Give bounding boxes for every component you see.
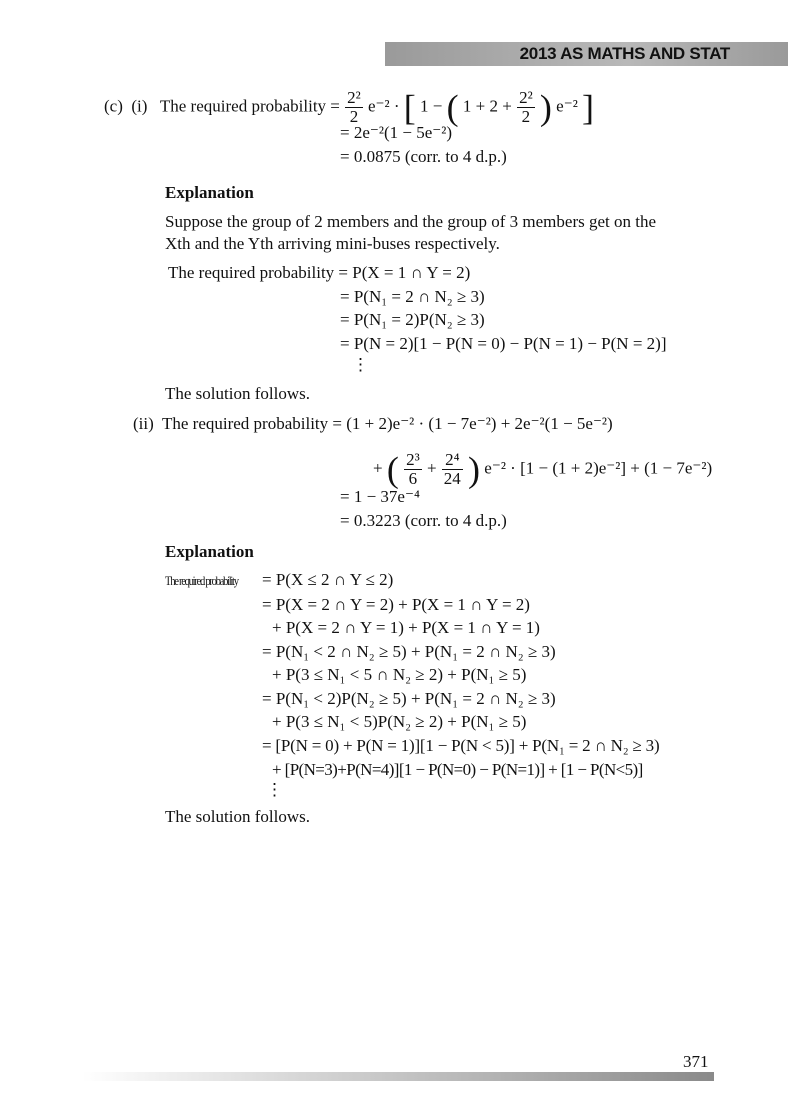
- part-c-ii-line4: = 0.3223 (corr. to 4 d.p.): [340, 511, 507, 530]
- explanation-ellipsis: ⋮: [352, 355, 369, 374]
- left-bracket: [: [403, 87, 416, 128]
- explanation-step: = P(N = 2)[1 − P(N = 0) − P(N = 1) − P(N = 2)]: [340, 334, 667, 353]
- label-i: (i): [131, 96, 148, 116]
- fraction: [442, 451, 463, 488]
- solution-follows: The solution follows.: [165, 384, 310, 403]
- math-term: e⁻²: [556, 96, 578, 116]
- explanation-step: = P(N₁ < 2 ∩ N₂ ≥ 5) + P(N₁ = 2 ∩ N₂ ≥ 3): [262, 642, 556, 661]
- plus: +: [426, 458, 437, 478]
- right-bracket: ]: [582, 87, 595, 128]
- label-c: (c): [104, 96, 123, 116]
- explanation-step: = P(X ≤ 2 ∩ Y ≤ 2): [262, 570, 394, 589]
- header-title: 2013 AS MATHS AND STAT: [519, 44, 730, 63]
- part-c-ii-line3: = 1 − 37e⁻⁴: [340, 487, 420, 506]
- header-bar: [385, 42, 788, 66]
- page-number: 371: [683, 1052, 709, 1071]
- explanation-heading: Explanation: [165, 183, 254, 202]
- right-paren: ): [539, 87, 552, 128]
- explanation-text: Xth and the Yth arriving mini-buses respectively.: [165, 234, 500, 253]
- footer-bar: [82, 1072, 714, 1081]
- label-ii: (ii): [133, 414, 154, 433]
- explanation-step: + P(3 ≤ N₁ < 5 ∩ N₂ ≥ 2) + P(N₁ ≥ 5): [272, 665, 527, 684]
- part-c-ii-line1: [133, 413, 613, 435]
- math-term: 1 −: [420, 96, 443, 116]
- explanation-step: = P(N₁ < 2)P(N₂ ≥ 5) + P(N₁ = 2 ∩ N₂ ≥ 3): [262, 689, 556, 708]
- denominator: 6: [408, 469, 418, 488]
- part-c-i-line3: = 0.0875 (corr. to 4 d.p.): [340, 147, 507, 166]
- numerator: 2⁴: [442, 451, 463, 470]
- part-c-ii-line2: [373, 451, 712, 488]
- solution-follows: The solution follows.: [165, 807, 310, 826]
- explanation-step: = [P(N = 0) + P(N = 1)][1 − P(N < 5)] + P(N₁ = 2 ∩ N₂ ≥ 3): [262, 736, 660, 755]
- explanation-lead: [165, 569, 261, 592]
- explanation-step: = P(N₁ = 2 ∩ N₂ ≥ 3): [340, 287, 485, 306]
- right-paren: ): [468, 449, 481, 490]
- numerator: 2³: [406, 450, 420, 469]
- explanation-ellipsis: ⋮: [266, 780, 283, 799]
- lead-text: The required probability: [159, 96, 327, 116]
- explanation-heading: Explanation: [165, 542, 254, 561]
- lead-text: The required probability: [165, 573, 238, 588]
- lead-text: The required probability: [161, 414, 329, 433]
- fraction: [404, 451, 422, 488]
- denominator: 2: [521, 107, 531, 126]
- explanation-text: Suppose the group of 2 members and the group of 3 members get on the: [165, 212, 657, 231]
- explanation-step: + [P(N=3)+P(N=4)][1 − P(N=0) − P(N=1)] + [1 − P(N<5)]: [272, 760, 643, 779]
- fraction: [517, 89, 535, 126]
- explanation-lead: The required probability = P(X = 1 ∩ Y = 2): [168, 263, 471, 282]
- part-c-i-line2: = 2e⁻²(1 − 5e⁻²): [340, 123, 452, 142]
- denominator: 24: [443, 469, 461, 488]
- math-expression: e⁻² · [1 − (1 + 2)e⁻²] + (1 − 7e⁻²): [484, 458, 713, 478]
- explanation-step: + P(3 ≤ N₁ < 5)P(N₂ ≥ 2) + P(N₁ ≥ 5): [272, 712, 527, 731]
- math-term: e⁻² ·: [368, 96, 400, 116]
- numerator: 2²: [519, 88, 533, 107]
- denominator: 2: [349, 107, 359, 126]
- math-expression: = (1 + 2)e⁻² · (1 − 7e⁻²) + 2e⁻²(1 − 5e⁻²): [332, 414, 613, 433]
- explanation-step: + P(X = 2 ∩ Y = 1) + P(X = 1 ∩ Y = 1): [272, 618, 540, 637]
- plus: +: [373, 458, 383, 478]
- explanation-step: = P(N₁ = 2)P(N₂ ≥ 3): [340, 310, 485, 329]
- numerator: 2²: [347, 88, 361, 107]
- fraction: [345, 89, 363, 126]
- equals: =: [330, 96, 340, 116]
- part-c-i-line1: [104, 89, 594, 126]
- explanation-step: = P(X = 2 ∩ Y = 2) + P(X = 1 ∩ Y = 2): [262, 595, 530, 614]
- left-paren: (: [446, 87, 459, 128]
- math-term: 1 + 2 +: [462, 96, 512, 116]
- left-paren: (: [386, 449, 399, 490]
